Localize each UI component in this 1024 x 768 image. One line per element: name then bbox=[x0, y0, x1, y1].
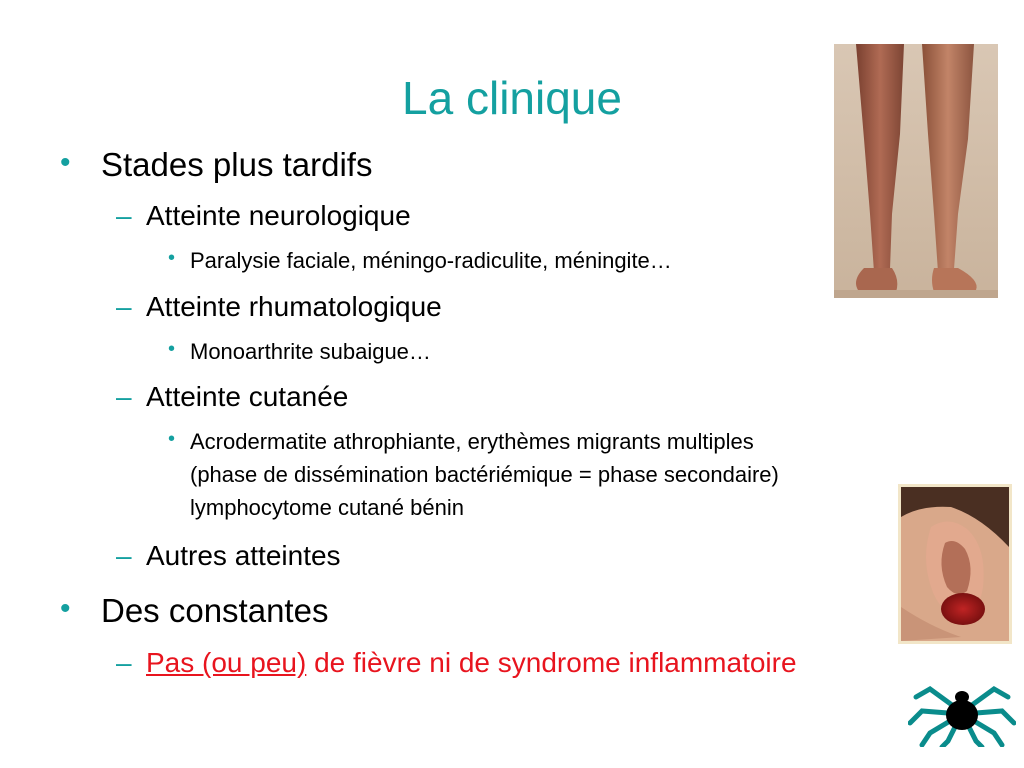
dash-icon: – bbox=[116, 540, 132, 571]
fever-rest-text: de fièvre ni de syndrome inflammatoire bbox=[306, 647, 797, 678]
bullet-icon: • bbox=[168, 338, 176, 360]
detail-rhumatologique: Monoarthrite subaigue… bbox=[190, 339, 431, 364]
dash-icon: – bbox=[116, 647, 132, 678]
bullet-icon: • bbox=[168, 428, 176, 450]
item-fievre bbox=[146, 647, 797, 679]
fever-underlined-text: Pas (ou peu) bbox=[146, 647, 307, 678]
item-atteinte-neurologique: Atteinte neurologique bbox=[146, 200, 411, 231]
bullet-icon: • bbox=[60, 592, 71, 625]
slide-title: La clinique bbox=[402, 72, 622, 124]
bullet-icon: • bbox=[168, 247, 176, 269]
dash-icon: – bbox=[116, 381, 132, 412]
item-autres-atteintes: Autres atteintes bbox=[146, 540, 341, 571]
ear-photo bbox=[898, 484, 1012, 644]
detail-cutanee-line2: (phase de dissémination bactériémique = phase secondaire) bbox=[190, 462, 779, 487]
legs-photo bbox=[834, 44, 998, 298]
detail-cutanee-line3: lymphocytome cutané bénin bbox=[190, 495, 464, 520]
detail-neurologique: Paralysie faciale, méningo-radiculite, méningite… bbox=[190, 248, 672, 273]
bullet-icon: • bbox=[60, 146, 71, 179]
tick-logo-icon bbox=[908, 683, 1016, 747]
dash-icon: – bbox=[116, 291, 132, 322]
item-atteinte-rhumatologique: Atteinte rhumatologique bbox=[146, 291, 442, 322]
detail-cutanee-line1: Acrodermatite athrophiante, erythèmes migrants multiples bbox=[190, 429, 754, 454]
dash-icon: – bbox=[116, 200, 132, 231]
section-heading-constantes: Des constantes bbox=[101, 592, 329, 629]
section-heading-stades: Stades plus tardifs bbox=[101, 146, 373, 183]
item-atteinte-cutanee: Atteinte cutanée bbox=[146, 381, 349, 412]
